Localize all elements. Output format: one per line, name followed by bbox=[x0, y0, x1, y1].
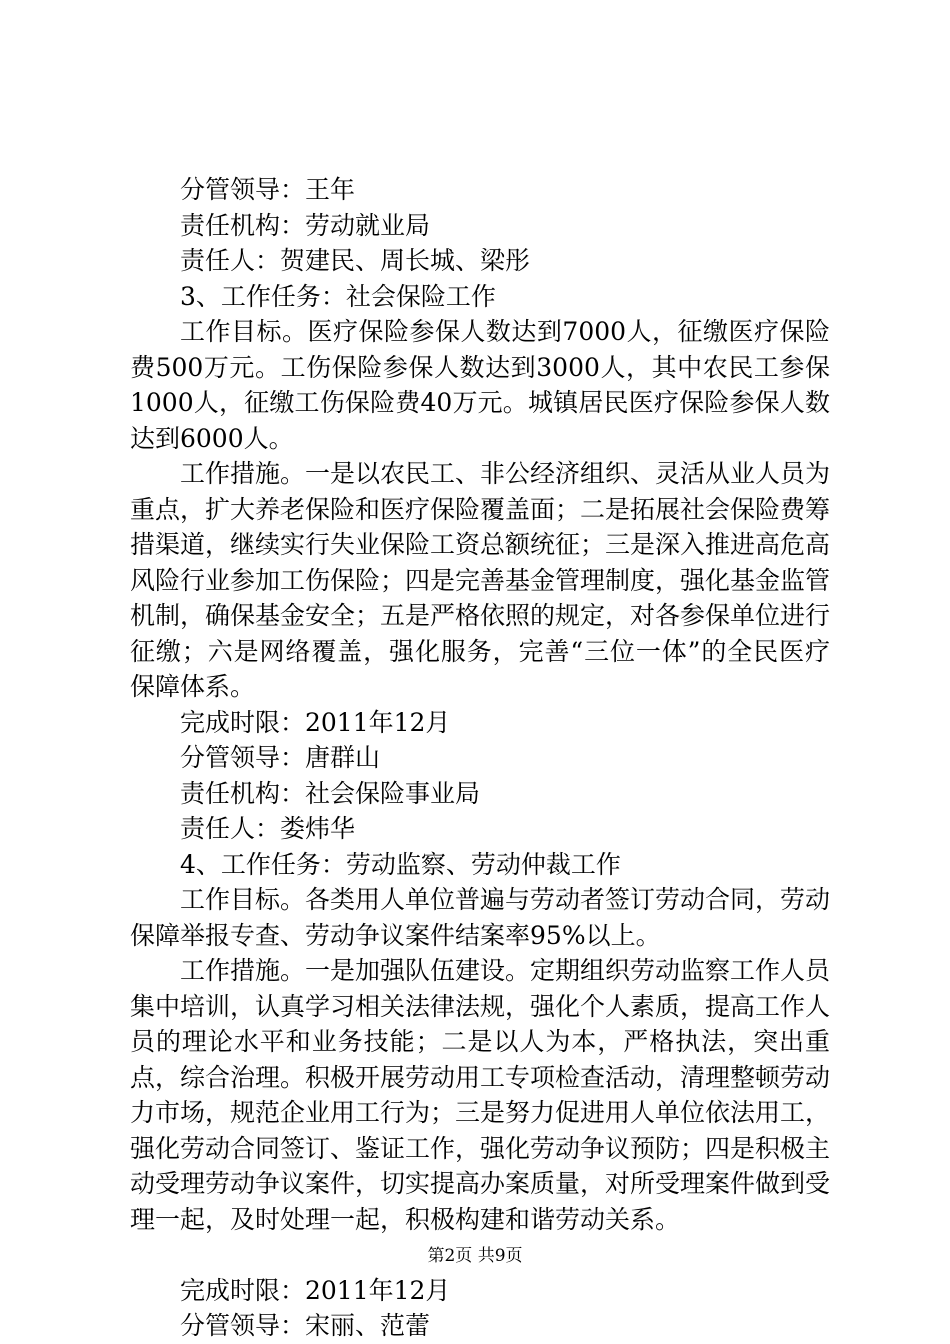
text-line: 4、工作任务：劳动监察、劳动仲裁工作 bbox=[180, 849, 621, 879]
text-line: 完成时限：2011年12月 bbox=[180, 707, 451, 737]
text-line: 责任机构：劳动就业局 bbox=[180, 210, 431, 240]
page-number: 第2页 共9页 bbox=[427, 1246, 523, 1266]
text-line: 分管领导：宋丽、范蕾 bbox=[180, 1311, 431, 1340]
text-line: 分管领导：唐群山 bbox=[180, 743, 381, 772]
text-line: 完成时限：2011年12月 bbox=[180, 1275, 451, 1305]
paragraph-goal-supervision: 工作目标。各类用人单位普遍与劳动者签订劳动合同，劳动保障举报专查、劳动争议案件结案率95%以上。 bbox=[130, 885, 831, 950]
paragraph-measures-supervision: 工作措施。一是加强队伍建设。定期组织劳动监察工作人员集中培训，认真学习相关法律法规，强化个人素质，提高工作人员的理论水平和业务技能；二是以人为本，严格执法，突出重点，综合治理。积极开展劳动用工专项检查活动，清理整顿劳动力市场，规范企业用工行为；三是努力促进用人单位依法用工，强化劳动合同签订、鉴证工作，强化劳动争议预防；四是积极主动受理劳动争议案件，切实提高办案质量，对所受理案件做到受理一起，及时处理一起，积极构建和谐劳动关系。 bbox=[130, 956, 831, 1234]
text-line: 责任人：贺建民、周长城、梁彤 bbox=[180, 246, 531, 275]
document-body bbox=[130, 172, 830, 1344]
text-line: 责任机构：社会保险事业局 bbox=[180, 778, 481, 808]
text-line: 分管领导：王年 bbox=[180, 175, 356, 204]
paragraph-measures-insurance: 工作措施。一是以农民工、非公经济组织、灵活从业人员为重点，扩大养老保险和医疗保险覆盖面；二是拓展社会保险费筹措渠道，继续实行失业保险工资总额统征；三是深入推进高危高风险行业参加工伤保险；四是完善基金管理制度，强化基金监管机制，确保基金安全；五是严格依照的规定，对各参保单位进行征缴；六是网络覆盖，强化服务，完善“三位一体”的全民医疗保障体系。 bbox=[130, 459, 831, 701]
text-line: 责任人：娄炜华 bbox=[180, 814, 356, 843]
text-line: 3、工作任务：社会保险工作 bbox=[180, 281, 496, 311]
paragraph-goal-insurance: 工作目标。医疗保险参保人数达到7000人，征缴医疗保险费500万元。工伤保险参保人数达到3000人，其中农民工参保1000人，征缴工伤保险费40万元。城镇居民医疗保险参保人数达到6000人。 bbox=[130, 317, 830, 453]
